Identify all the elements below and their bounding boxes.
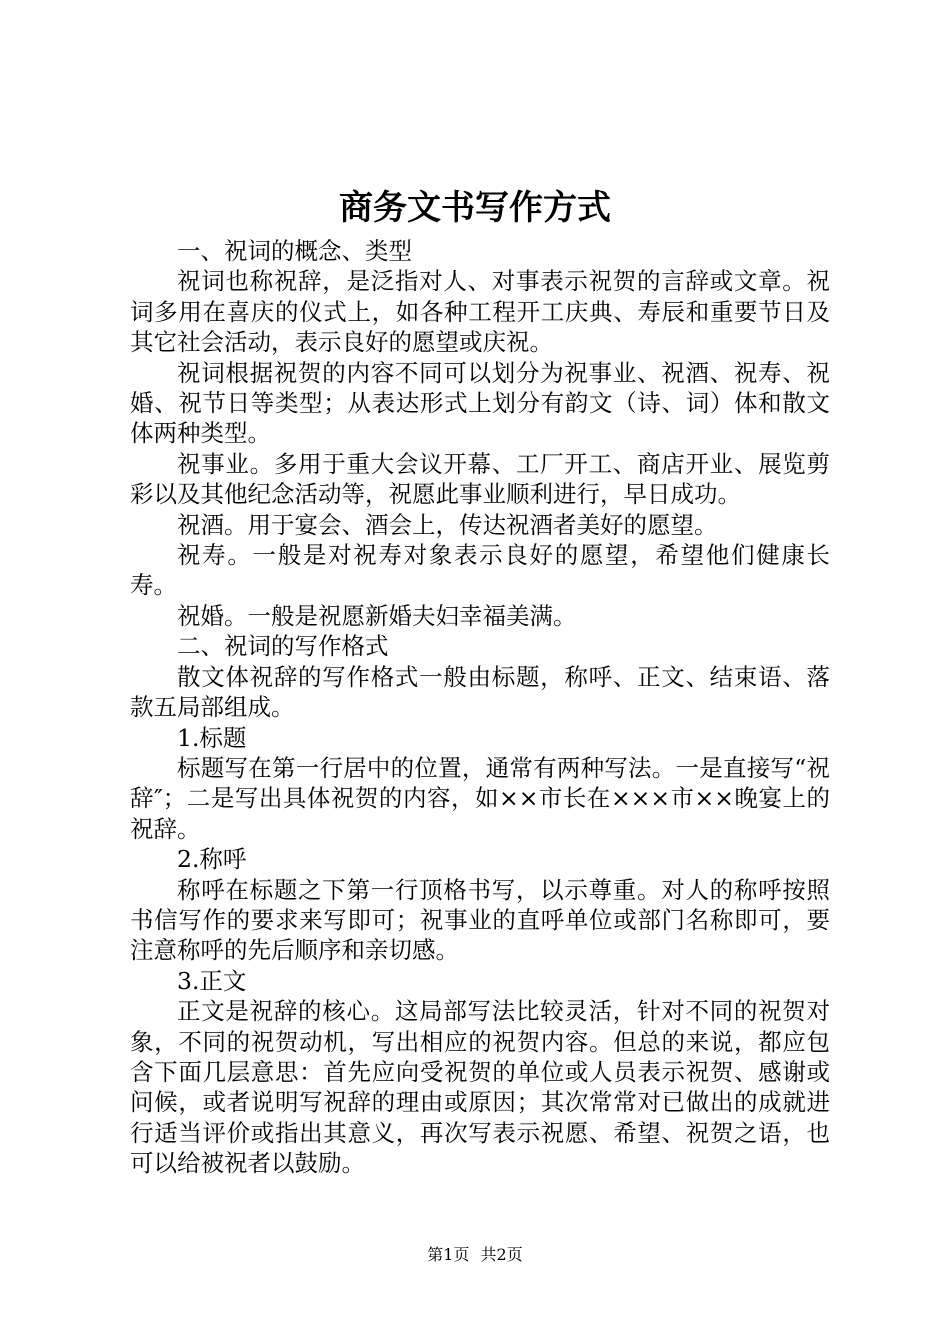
subsection-heading: 3.正文 (177, 966, 247, 995)
paragraph: 称呼在标题之下第一行顶格书写，以示尊重。对人的称呼按照书信写作的要求来写即可；祝事业的直呼单位或部门名称即可，要注意称呼的先后顺序和亲切感。 (130, 875, 830, 965)
page-number: 第1页 (427, 1245, 470, 1264)
paragraph: 祝词也称祝辞，是泛指对人、对事表示祝贺的言辞或文章。祝词多用在喜庆的仪式上，如各种工程开工庆典、寿辰和重要节日及其它社会活动，表示良好的愿望或庆祝。 (130, 267, 830, 357)
section-heading: 一、祝词的概念、类型 (177, 237, 412, 265)
paragraph: 祝寿。一般是对祝寿对象表示良好的愿望，希望他们健康长寿。 (130, 541, 830, 600)
paragraph: 标题写在第一行居中的位置，通常有两种写法。一是直接写“祝辞″；二是写出具体祝贺的内容，如××市长在×××市××晚宴上的祝辞。 (130, 753, 830, 843)
paragraph: 正文是祝辞的核心。这局部写法比较灵活，针对不同的祝贺对象，不同的祝贺动机，写出相应的祝贺内容。但总的来说，都应包含下面几层意思：首先应向受祝贺的单位或人员表示祝贺、感谢或问候，或者说明写祝辞的理由或原因；其次常常对已做出的成就进行适当评价或指出其意义，再次写表示祝愿、希望、祝贺之语，也可以给被祝者以鼓励。 (130, 997, 830, 1178)
document-body (130, 236, 830, 1179)
subsection-heading: 2.称呼 (177, 845, 247, 874)
document-title: 商务文书写作方式 (339, 188, 611, 228)
paragraph: 祝词根据祝贺的内容不同可以划分为祝事业、祝酒、祝寿、祝婚、祝节日等类型；从表达形式上划分有韵文（诗、词）体和散文体两种类型。 (130, 358, 830, 448)
page-total: 共2页 (480, 1245, 523, 1264)
subsection-heading: 1.标题 (177, 723, 247, 752)
paragraph: 散文体祝辞的写作格式一般由标题，称呼、正文、结束语、落款五局部组成。 (130, 662, 830, 722)
paragraph: 祝事业。多用于重大会议开幕、工厂开工、商店开业、展览剪彩以及其他纪念活动等，祝愿此事业顺利进行，早日成功。 (130, 449, 830, 509)
paragraph: 祝酒。用于宴会、酒会上，传达祝酒者美好的愿望。 (177, 510, 718, 539)
paragraph: 祝婚。一般是祝愿新婚夫妇幸福美满。 (177, 601, 577, 630)
page-footer (0, 1243, 950, 1267)
section-heading: 二、祝词的写作格式 (177, 632, 389, 661)
